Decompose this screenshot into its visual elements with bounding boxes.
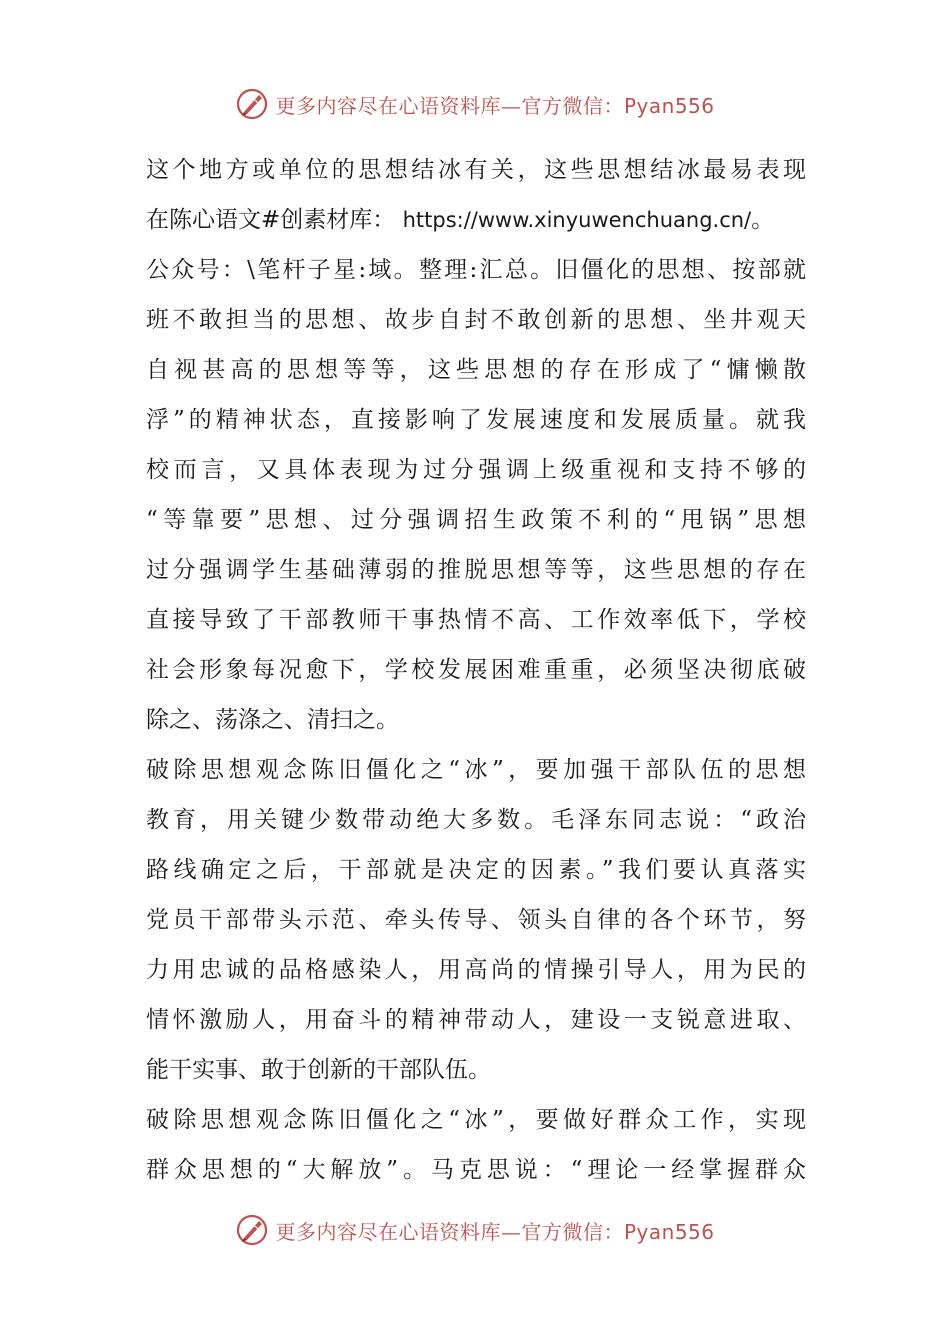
banner-text bbox=[275, 90, 714, 119]
text-line: 党员干部带头示范、牵头传导、领头自律的各个环节，努 bbox=[146, 907, 806, 933]
text-line: 公众号：\笔杆子星:域。整理:汇总。旧僵化的思想、按部就 bbox=[146, 257, 806, 283]
quill-pen-icon bbox=[235, 1213, 269, 1247]
text-line: 这个地方或单位的思想结冰有关，这些思想结冰最易表现 bbox=[146, 157, 806, 183]
text-segment: 。 bbox=[751, 207, 775, 233]
text-line: 破除思想观念陈旧僵化之“冰”，要做好群众工作，实现 bbox=[146, 1107, 806, 1133]
text-line: “等靠要”思想、过分强调招生政策不利的“甩锅”思想 bbox=[146, 507, 806, 533]
text-line: 群众思想的“大解放”。马克思说：“理论一经掌握群众 bbox=[146, 1157, 806, 1183]
text-line: 除之、荡涤之、清扫之。 bbox=[146, 707, 399, 733]
text-line: 情怀激励人，用奋斗的精神带动人，建设一支锐意进取、 bbox=[146, 1007, 806, 1033]
wechat-id: Pyan556 bbox=[623, 93, 715, 118]
wechat-id: Pyan556 bbox=[623, 1219, 715, 1244]
text-line: 班不敢担当的思想、故步自封不敢创新的思想、坐井观天 bbox=[146, 307, 806, 333]
header-banner bbox=[0, 84, 950, 124]
text-line: 自视甚高的思想等等，这些思想的存在形成了“慵懒散 bbox=[146, 357, 806, 383]
text-line: 校而言，又具体表现为过分强调上级重视和支持不够的 bbox=[146, 457, 806, 483]
banner-label: 更多内容尽在心语资料库—官方微信： bbox=[275, 1219, 624, 1244]
text-line: 能干实事、敢于创新的干部队伍。 bbox=[146, 1057, 491, 1083]
text-line-with-url bbox=[146, 195, 806, 245]
text-line: 社会形象每况愈下，学校发展困难重重，必须坚决彻底破 bbox=[146, 657, 806, 683]
document-body bbox=[146, 145, 806, 1195]
quill-pen-icon bbox=[235, 87, 269, 121]
text-line: 破除思想观念陈旧僵化之“冰”，要加强干部队伍的思想 bbox=[146, 757, 806, 783]
website-link[interactable]: https://www.xinyuwenchuang.cn/ bbox=[402, 208, 752, 232]
banner-text bbox=[275, 1216, 714, 1245]
text-line: 直接导致了干部教师干事热情不高、工作效率低下，学校 bbox=[146, 607, 806, 633]
banner-label: 更多内容尽在心语资料库—官方微信： bbox=[275, 93, 624, 118]
text-line: 浮”的精神状态，直接影响了发展速度和发展质量。就我 bbox=[146, 407, 806, 433]
footer-banner bbox=[0, 1210, 950, 1250]
text-line: 力用忠诚的品格感染人，用高尚的情操引导人，用为民的 bbox=[146, 957, 806, 983]
text-line: 过分强调学生基础薄弱的推脱思想等等，这些思想的存在 bbox=[146, 557, 806, 583]
text-segment: 在陈心语文#创素材库： bbox=[146, 207, 396, 233]
text-line: 教育，用关键少数带动绝大多数。毛泽东同志说：“政治 bbox=[146, 807, 806, 833]
text-line: 路线确定之后，干部就是决定的因素。”我们要认真落实 bbox=[146, 857, 806, 883]
